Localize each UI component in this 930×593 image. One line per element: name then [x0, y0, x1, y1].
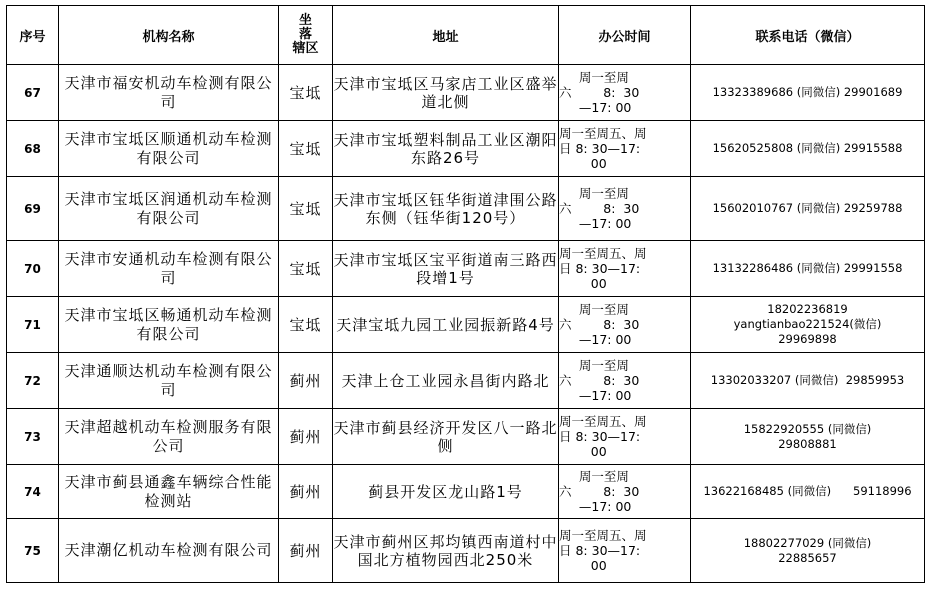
office-hours — [559, 353, 691, 409]
institution-name: 天津市宝坻区畅通机动车检测有限公司 — [59, 297, 279, 353]
institution-address: 蓟县开发区龙山路1号 — [333, 465, 559, 519]
contact-phone-line: 22885657 — [778, 550, 837, 565]
row-number: 68 — [7, 121, 59, 177]
office-hours-line: —17: 00 — [559, 388, 632, 403]
contact-phone-line: yangtianbao221524(微信) — [733, 317, 882, 331]
office-hours — [559, 65, 691, 121]
contact-phone — [691, 65, 925, 121]
institution-table — [6, 5, 925, 583]
office-hours — [559, 177, 691, 241]
office-hours — [559, 297, 691, 353]
row-number: 74 — [7, 465, 59, 519]
contact-phone — [691, 465, 925, 519]
contact-phone — [691, 409, 925, 465]
institution-name: 天津市福安机动车检测有限公司 — [59, 65, 279, 121]
row-number: 73 — [7, 409, 59, 465]
contact-phone-line: 13302033207 (同微信) 29859953 — [710, 373, 905, 387]
institution-name: 天津市安通机动车检测有限公司 — [59, 241, 279, 297]
district-name: 宝坻 — [279, 65, 333, 121]
office-hours-line: 周一至周 — [559, 469, 629, 484]
district-name: 蓟州 — [279, 465, 333, 519]
header-district-line: 坐 — [298, 13, 312, 28]
table-row — [7, 519, 925, 583]
office-hours-line: 00 — [559, 558, 607, 573]
office-hours-line: —17: 00 — [559, 216, 632, 231]
district-name: 蓟州 — [279, 519, 333, 583]
office-hours-line: 六 8: 30 — [559, 484, 640, 499]
institution-address: 天津市宝坻塑料制品工业区潮阳东路26号 — [333, 121, 559, 177]
institution-address: 天津市蓟县经济开发区八一路北侧 — [333, 409, 559, 465]
table-row — [7, 353, 925, 409]
institution-name: 天津市宝坻区顺通机动车检测有限公司 — [59, 121, 279, 177]
district-name: 宝坻 — [279, 177, 333, 241]
header-no: 序号 — [7, 6, 59, 65]
office-hours-line: 六 8: 30 — [559, 373, 640, 388]
office-hours-line: 00 — [559, 444, 607, 459]
office-hours — [559, 241, 691, 297]
district-name: 蓟州 — [279, 353, 333, 409]
contact-phone — [691, 177, 925, 241]
office-hours-line: 00 — [559, 156, 607, 171]
institution-name: 天津市宝坻区润通机动车检测有限公司 — [59, 177, 279, 241]
office-hours-line: 六 8: 30 — [559, 317, 640, 332]
institution-address: 天津市蓟州区邦均镇西南道村中国北方植物园西北250米 — [333, 519, 559, 583]
header-hours: 办公时间 — [559, 6, 691, 65]
table-row — [7, 121, 925, 177]
row-number: 69 — [7, 177, 59, 241]
header-address: 地址 — [333, 6, 559, 65]
contact-phone-line: 13132286486 (同微信) 29991558 — [712, 261, 903, 275]
contact-phone-line: 13622168485 (同微信) 59118996 — [703, 484, 912, 498]
district-name: 蓟州 — [279, 409, 333, 465]
office-hours-line: 周一至周五、周 — [559, 414, 647, 429]
office-hours-line: 周一至周五、周 — [559, 246, 647, 261]
office-hours — [559, 465, 691, 519]
institution-name: 天津市蓟县通鑫车辆综合性能检测站 — [59, 465, 279, 519]
row-number: 72 — [7, 353, 59, 409]
header-district-line: 落 — [298, 27, 312, 42]
contact-phone — [691, 353, 925, 409]
contact-phone-line: 29808881 — [778, 436, 837, 451]
office-hours — [559, 409, 691, 465]
institution-name: 天津通顺达机动车检测有限公司 — [59, 353, 279, 409]
district-name: 宝坻 — [279, 297, 333, 353]
district-name: 宝坻 — [279, 121, 333, 177]
contact-phone-line: 18202236819 — [767, 302, 848, 316]
table-row — [7, 177, 925, 241]
header-row — [7, 6, 925, 65]
row-number: 75 — [7, 519, 59, 583]
table-row — [7, 465, 925, 519]
office-hours-line: 日 8: 30—17: — [559, 429, 641, 444]
office-hours-line: 周一至周五、周 — [559, 528, 647, 543]
header-phone: 联系电话（微信） — [691, 6, 925, 65]
row-number: 71 — [7, 297, 59, 353]
contact-phone — [691, 297, 925, 353]
contact-phone-line: 18802277029 (同微信) — [743, 535, 872, 550]
contact-phone — [691, 121, 925, 177]
office-hours-line: 周一至周 — [559, 358, 629, 373]
header-district — [279, 6, 333, 65]
office-hours-line: 周一至周 — [559, 70, 629, 85]
office-hours-line: —17: 00 — [559, 100, 632, 115]
office-hours-line: 周一至周 — [559, 186, 629, 201]
row-number: 67 — [7, 65, 59, 121]
contact-phone-line: 15620525808 (同微信) 29915588 — [712, 141, 903, 155]
row-number: 70 — [7, 241, 59, 297]
contact-phone-line: 13323389686 (同微信) 29901689 — [712, 85, 903, 99]
institution-address: 天津宝坻九园工业园振新路4号 — [333, 297, 559, 353]
office-hours-line: 00 — [559, 276, 607, 291]
header-name: 机构名称 — [59, 6, 279, 65]
office-hours — [559, 121, 691, 177]
institution-address: 天津上仓工业园永昌街内路北 — [333, 353, 559, 409]
office-hours-line: 日 8: 30—17: — [559, 543, 641, 558]
header-district-line: 辖区 — [292, 41, 319, 56]
office-hours-line: 六 8: 30 — [559, 201, 640, 216]
institution-name: 天津潮亿机动车检测有限公司 — [59, 519, 279, 583]
contact-phone-line: 15822920555 (同微信) — [743, 421, 872, 436]
office-hours — [559, 519, 691, 583]
table-row — [7, 241, 925, 297]
office-hours-line: —17: 00 — [559, 499, 632, 514]
office-hours-line: 周一至周 — [559, 302, 629, 317]
table-row — [7, 297, 925, 353]
institution-address: 天津市宝坻区马家店工业区盛举道北侧 — [333, 65, 559, 121]
institution-address: 天津市宝坻区钰华街道津围公路东侧（钰华街120号） — [333, 177, 559, 241]
contact-phone — [691, 519, 925, 583]
contact-phone-line: 29969898 — [778, 332, 837, 346]
office-hours-line: 日 8: 30—17: — [559, 261, 641, 276]
district-name: 宝坻 — [279, 241, 333, 297]
office-hours-line: 六 8: 30 — [559, 85, 640, 100]
table-row — [7, 65, 925, 121]
office-hours-line: —17: 00 — [559, 332, 632, 347]
contact-phone-line: 15602010767 (同微信) 29259788 — [712, 201, 903, 215]
contact-phone — [691, 241, 925, 297]
office-hours-line: 日 8: 30—17: — [559, 141, 641, 156]
table-row — [7, 409, 925, 465]
institution-address: 天津市宝坻区宝平街道南三路西段增1号 — [333, 241, 559, 297]
institution-name: 天津超越机动车检测服务有限公司 — [59, 409, 279, 465]
office-hours-line: 周一至周五、周 — [559, 126, 647, 141]
